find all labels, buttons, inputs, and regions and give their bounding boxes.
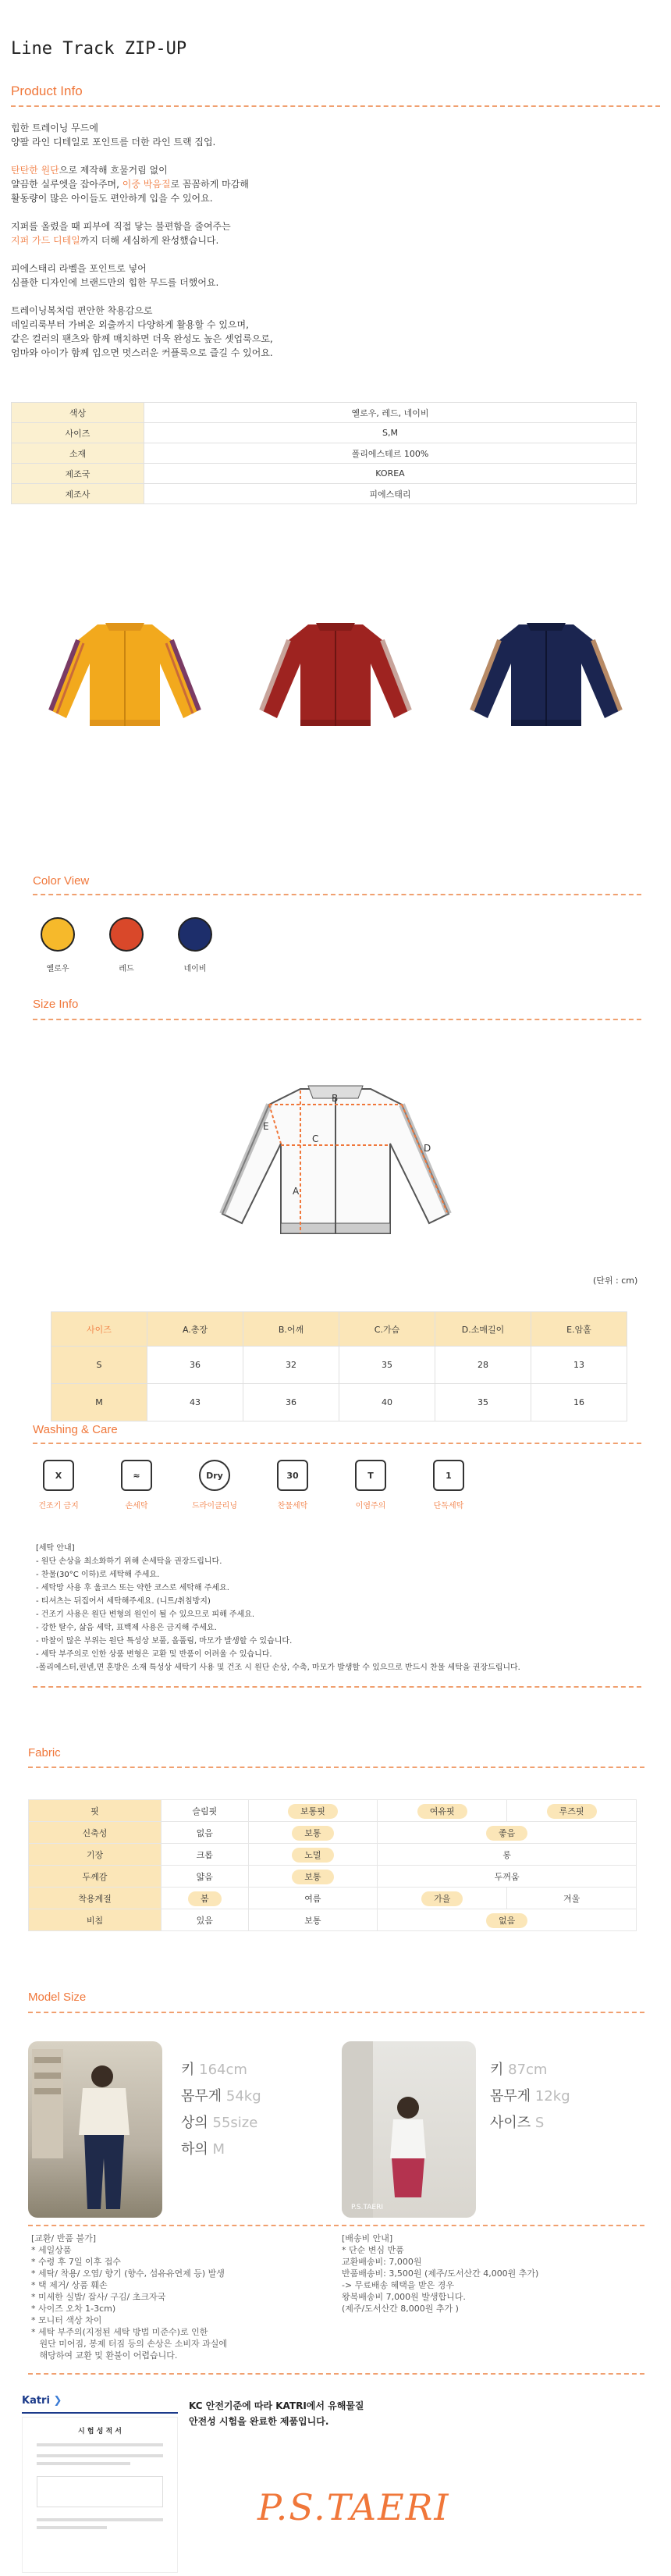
divider: [28, 2225, 644, 2226]
diagram-label-b: B: [332, 1093, 339, 1104]
table-row: 소재 폴리에스테르 100%: [12, 443, 637, 464]
wash-notes: [세탁 안내] - 원단 손상을 최소화하기 위해 손세탁을 권장드립니다. - 찬물(30°C 이하)로 세탁해 주세요. - 세탁망 사용 후 울코스 또는 약한 코스로 세탁해 주세요. - 티셔츠는 뒤집어서 세탁해주세요. (니트/취침방지) - 건조기 사용은 원단 변형의 원인이 될 수 있으므로 피해 주세요. - 강한 탈수, 삶음 세탁, 표백제 사용은 금지해 주세요. - 마찰이 많은 부위는 원단 특성상 보풀, 올풀림, 마모가 발생할 수 있습니다. - 세탁 부주의로 인한 상품 변형은 교환 및 반품이 어려울 수 있습니다. -폴리에스터,린넨,면 혼방은 소재 특성상 세탁기 사용 및 건조 시 원단 손상, 수축, 마모가 발생할 수 있으므로 반드시 찬물 세탁을 권장드립니다.: [36, 1544, 520, 1672]
wash-item: 1 단독세탁: [414, 1460, 484, 1510]
table-row: 신축성 없음 보통 좋음: [29, 1822, 637, 1844]
watermark-logo: P.S.TAERI: [351, 2204, 384, 2211]
shipping-policy: [배송비 안내] * 단순 변심 반품 교환배송비: 7,000원 반품배송비: 3,500원 (제주/도서산간 4,000원 추가) -> 무료배송 혜택을 받은 경우 왕복배송비 7,000원 발생합니다. (제주/도서산간 8,000원 추가 ): [342, 2233, 539, 2314]
table-row: 색상 옐로우, 레드, 네이비: [12, 403, 637, 423]
table-row: M 43 36 40 35 16: [51, 1384, 627, 1421]
color-swatch-red: [109, 917, 144, 952]
table-row: 제조사 피에스태리: [12, 484, 637, 504]
jacket-yellow-image: [43, 617, 207, 734]
table-row: 사이즈 S,M: [12, 423, 637, 443]
size-table: [51, 1311, 627, 1421]
wash-item: Dry 드라이클리닝: [179, 1460, 250, 1510]
section-title-washing: Washing & Care: [33, 1423, 118, 1436]
diagram-label-d: D: [424, 1143, 431, 1154]
katri-underline: [22, 2412, 178, 2414]
size-diagram: [215, 1081, 456, 1245]
certificate-document: 시 험 성 적 서: [22, 2417, 178, 2573]
table-header-row: 사이즈 A.총장 B.어깨 C.가슴 D.소매길이 E.암홀: [51, 1312, 627, 1347]
color-label: 옐로우: [46, 965, 69, 973]
table-row: S 36 32 35 28 13: [51, 1347, 627, 1384]
section-title-color-view: Color View: [33, 874, 90, 888]
divider: [28, 2012, 644, 2013]
divider: [11, 105, 660, 107]
divider: [33, 1019, 641, 1020]
color-transfer-icon: T: [355, 1460, 386, 1491]
divider: [33, 1686, 641, 1688]
color-swatch-yellow: [41, 917, 75, 952]
section-title-model-size: Model Size: [28, 1991, 87, 2004]
kc-text: KC 안전기준에 따라 KATRI에서 유해물질 안전성 시험을 완료한 제품입니다.: [189, 2400, 364, 2427]
color-label: 네이비: [183, 965, 207, 973]
spec-table: [11, 402, 637, 504]
separate-wash-icon: 1: [433, 1460, 464, 1491]
divider: [28, 1767, 644, 1768]
table-row: 기장 크롭 노멀 롱: [29, 1844, 637, 1866]
model1-measurements: 키 164cm 몸무게 54kg 상의 55size 하의 M: [181, 2062, 261, 2158]
divider: [33, 1443, 641, 1444]
section-title-fabric: Fabric: [28, 1746, 61, 1759]
section-title-size-info: Size Info: [33, 998, 79, 1011]
divider: [28, 2373, 644, 2375]
wash-item: T 이염주의: [336, 1460, 406, 1510]
brand-logo: P.S.TAERI: [257, 2486, 450, 2528]
wash-item: X 건조기 금지: [23, 1460, 94, 1510]
diagram-label-c: C: [312, 1133, 319, 1144]
model-photo-adult: [28, 2041, 162, 2218]
color-label: 레드: [119, 965, 134, 973]
product-title: Line Track ZIP-UP: [11, 39, 187, 59]
table-row: 비침 있음 보통 없음: [29, 1909, 637, 1931]
cold-wash-icon: 30: [277, 1460, 308, 1491]
table-row: 제조국 KOREA: [12, 464, 637, 484]
intro-text: 힙한 트레이닝 무드에 양팔 라인 디테일로 포인트를 더한 라인 트랙 집업. 탄탄한 원단으로 제작해 흐물거림 없이 얄끔한 실루엣을 잡아주며, 이중 박음질로 꼼꼼하게 마감해 활동량이 많은 아이들도 편안하게 입을 수 있어요. 지퍼를 올렸을 때 피부에 직접 닿는 불편함을 줄여주는 지퍼 가드 디테일까지 더해 세심하게 완성했습니다. 피에스태리 라벨을 포인트로 넣어 심플한 디자인에 브랜드만의 힙한 무드를 더했어요. 트레이닝복처럼 편안한 착용감으로 데일리룩부터 가벼운 외출까지 다양하게 활용할 수 있으며, 같은 컬러의 팬츠와 함께 매치하면 더욱 완성도 높은 셋업룩으로, 엄마와 아이가 함께 입으면 멋스러운 커플룩으로 즐길 수 있어요.: [11, 123, 273, 358]
table-row: 두께감 얇음 보통 두꺼움: [29, 1866, 637, 1888]
katri-brand: Katri ❯: [22, 2395, 62, 2407]
table-row: 착용계절 봄 여름 가을 겨울: [29, 1888, 637, 1909]
wash-item: 30 찬물세탁: [257, 1460, 328, 1510]
return-policy: [교환/ 반품 불가] * 세일상품 * 수령 후 7일 이후 접수 * 세탁/ 착용/ 오염/ 향기 (향수, 섬유유연제 등) 발생 * 택 제거/ 상품 훼손 * 미세한 실밥/ 잡사/ 구김/ 초크자국 * 사이즈 오차 1-3cm) * 모니터 색상 차이 * 세탁 부주의(지정된 세탁 방법 미준수)로 인한 원단 미어짐, 봉제 터짐 등의 손상은 소비자 과실에 해당하여 교환 및 환불이 어렵습니다.: [31, 2233, 227, 2361]
diagram-label-a: A: [293, 1186, 300, 1197]
diagram-label-e: E: [263, 1121, 269, 1132]
color-swatch-navy: [178, 917, 212, 952]
fabric-table: [28, 1799, 637, 1931]
model-photo-child: [342, 2041, 476, 2218]
wash-item: ≈ 손세탁: [101, 1460, 172, 1510]
dry-clean-icon: Dry: [199, 1460, 230, 1491]
jacket-navy-image: [464, 617, 628, 734]
model2-measurements: 키 87cm 몸무게 12kg 사이즈 S: [490, 2062, 570, 2131]
jacket-red-image: [254, 617, 417, 734]
hand-wash-icon: ≈: [121, 1460, 152, 1491]
section-title-product-info: Product Info: [11, 84, 83, 98]
unit-label: (단위 : cm): [593, 1276, 638, 1286]
divider: [33, 894, 641, 895]
no-dryer-icon: X: [43, 1460, 74, 1491]
table-row: 핏 슬림핏 보통핏 여유핏 루즈핏: [29, 1800, 637, 1822]
